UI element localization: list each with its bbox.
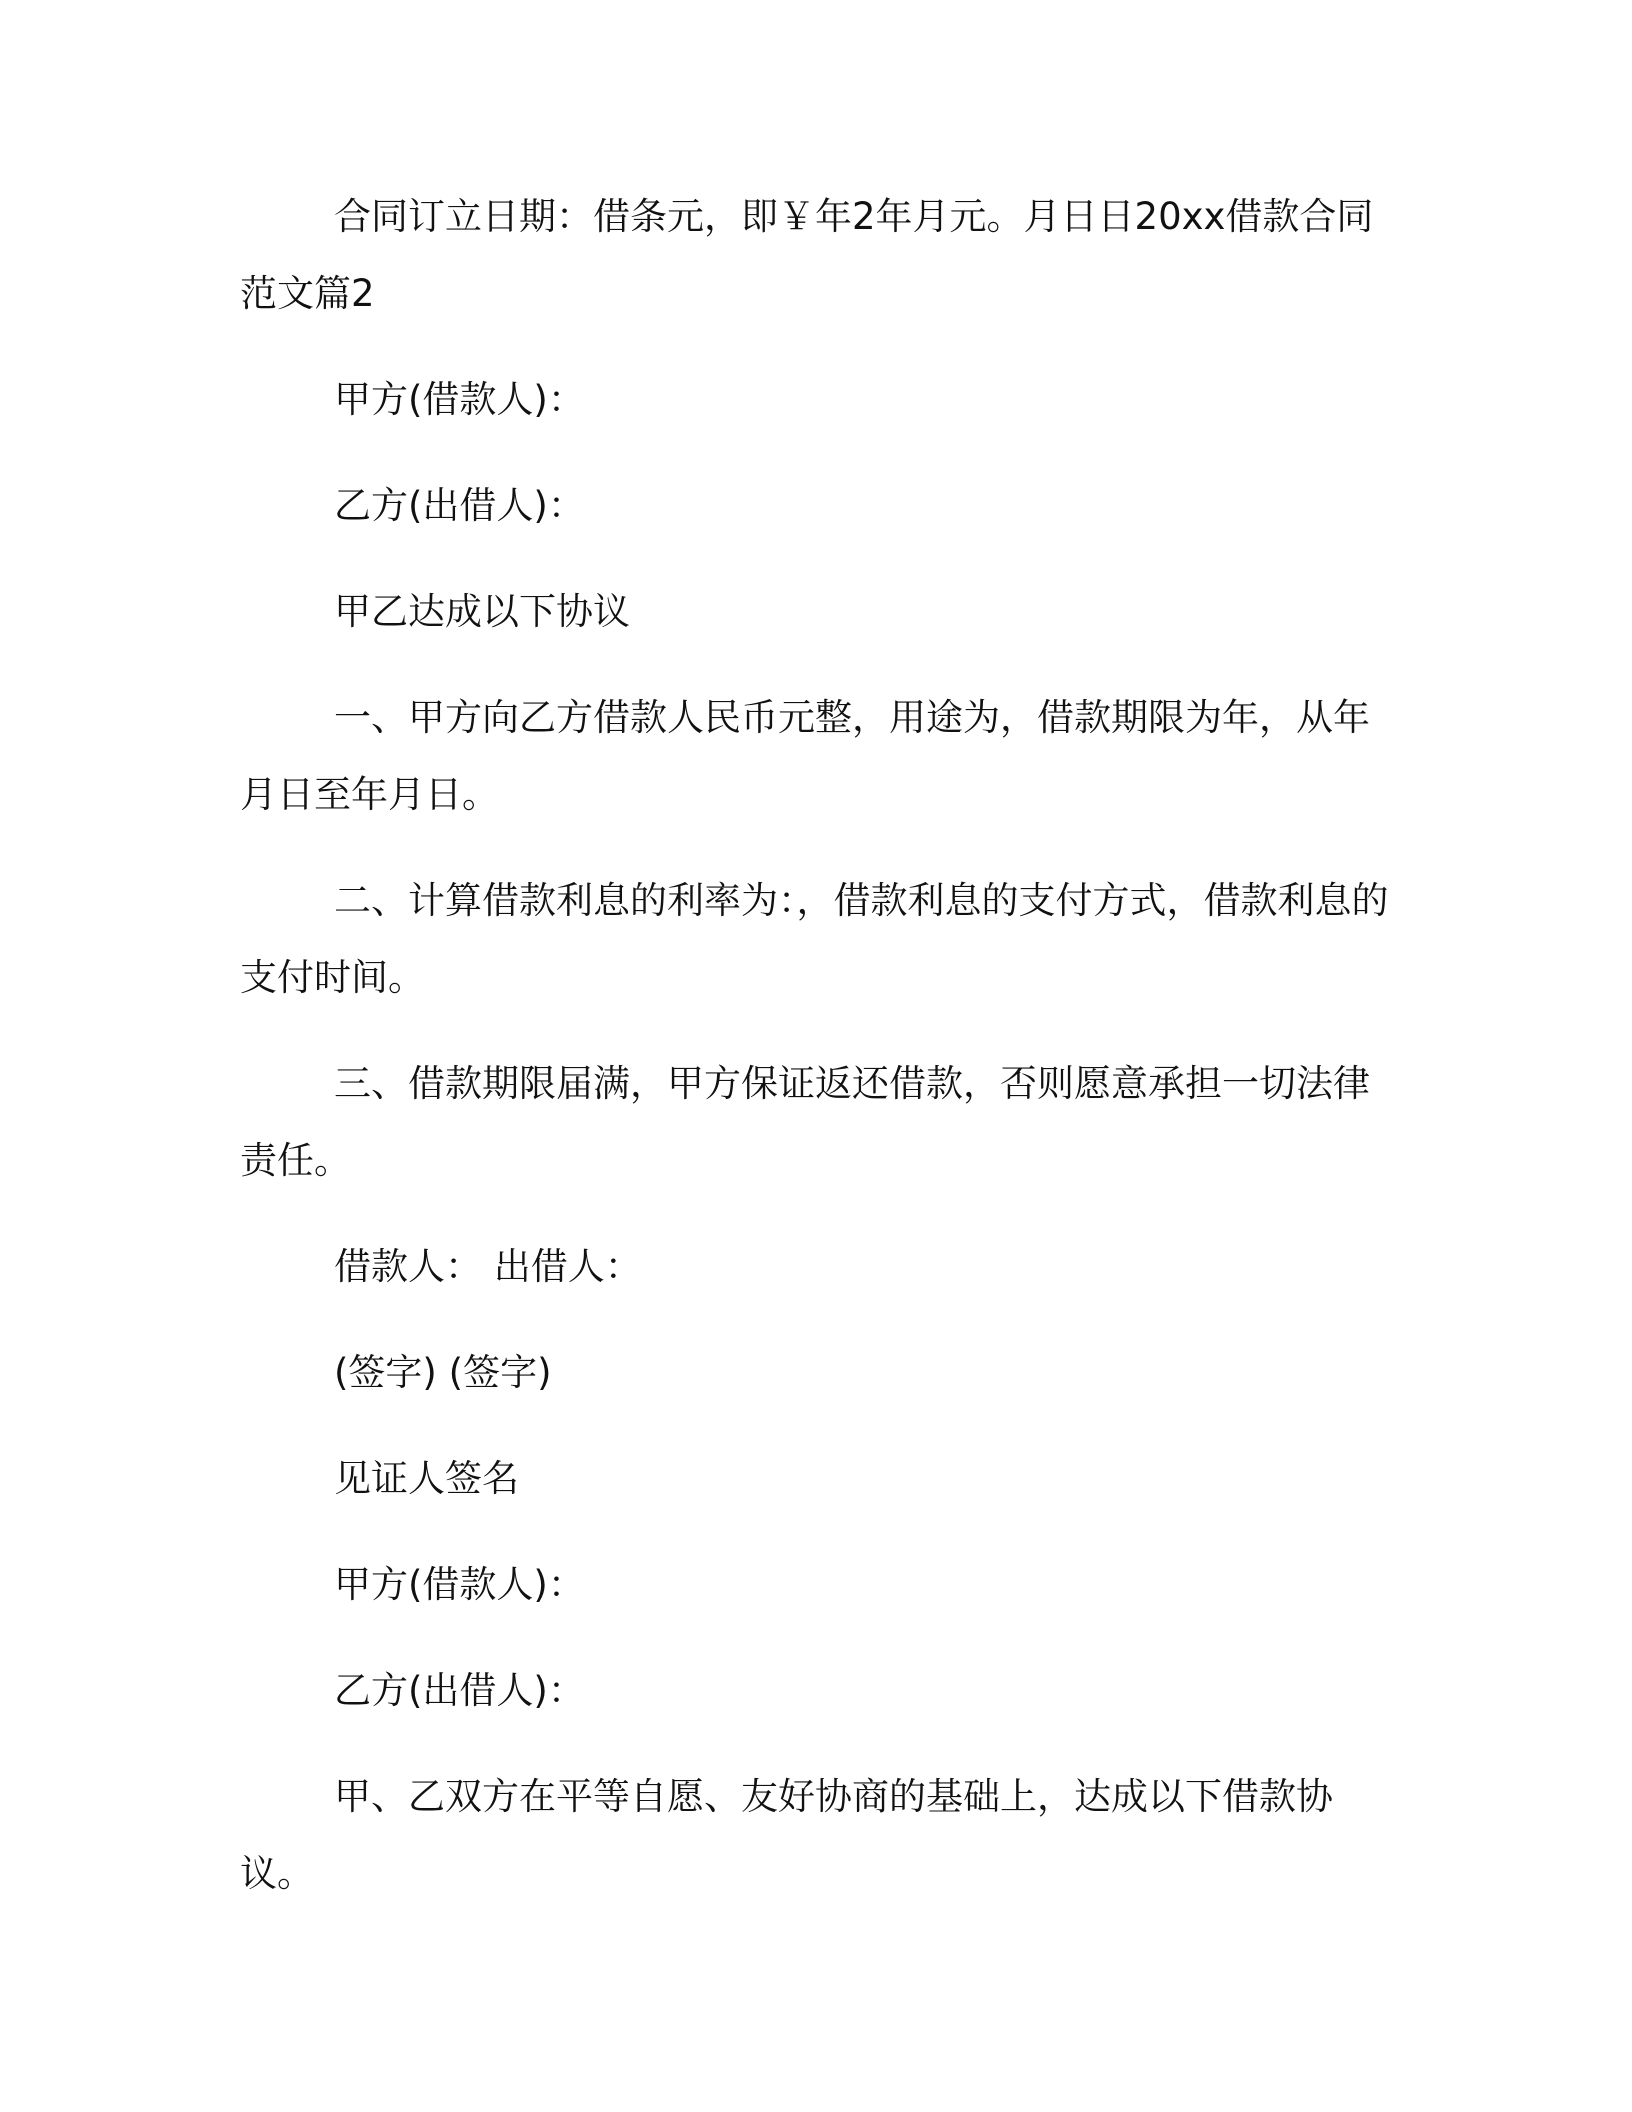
agreement-intro: 甲乙达成以下协议: [334, 590, 630, 633]
party-a-borrower: 甲方(借款人)：: [334, 378, 585, 421]
signature-line: (签字) (签字): [334, 1351, 552, 1394]
clause-two: 二、计算借款利息的利率为：，借款利息的支付方式，借款利息的支付时间。: [240, 879, 1389, 999]
agreement-preamble: 甲、乙双方在平等自愿、友好协商的基础上，达成以下借款协议。: [240, 1775, 1333, 1895]
clause-one: 一、甲方向乙方借款人民币元整，用途为，借款期限为年，从年月日至年月日。: [240, 696, 1370, 816]
party-a-borrower-2: 甲方(借款人)：: [334, 1563, 585, 1606]
party-b-lender: 乙方(出借人)：: [334, 484, 585, 527]
signatories-line: 借款人： 出借人：: [334, 1245, 642, 1288]
document-body: [240, 178, 1400, 1941]
witness-signature: 见证人签名: [334, 1457, 519, 1500]
contract-date-line: 合同订立日期：借条元，即￥年2年月元。月日日20xx借款合同范文篇2: [240, 195, 1374, 315]
clause-three: 三、借款期限届满，甲方保证返还借款，否则愿意承担一切法律责任。: [240, 1062, 1370, 1182]
party-b-lender-2: 乙方(出借人)：: [334, 1669, 585, 1712]
